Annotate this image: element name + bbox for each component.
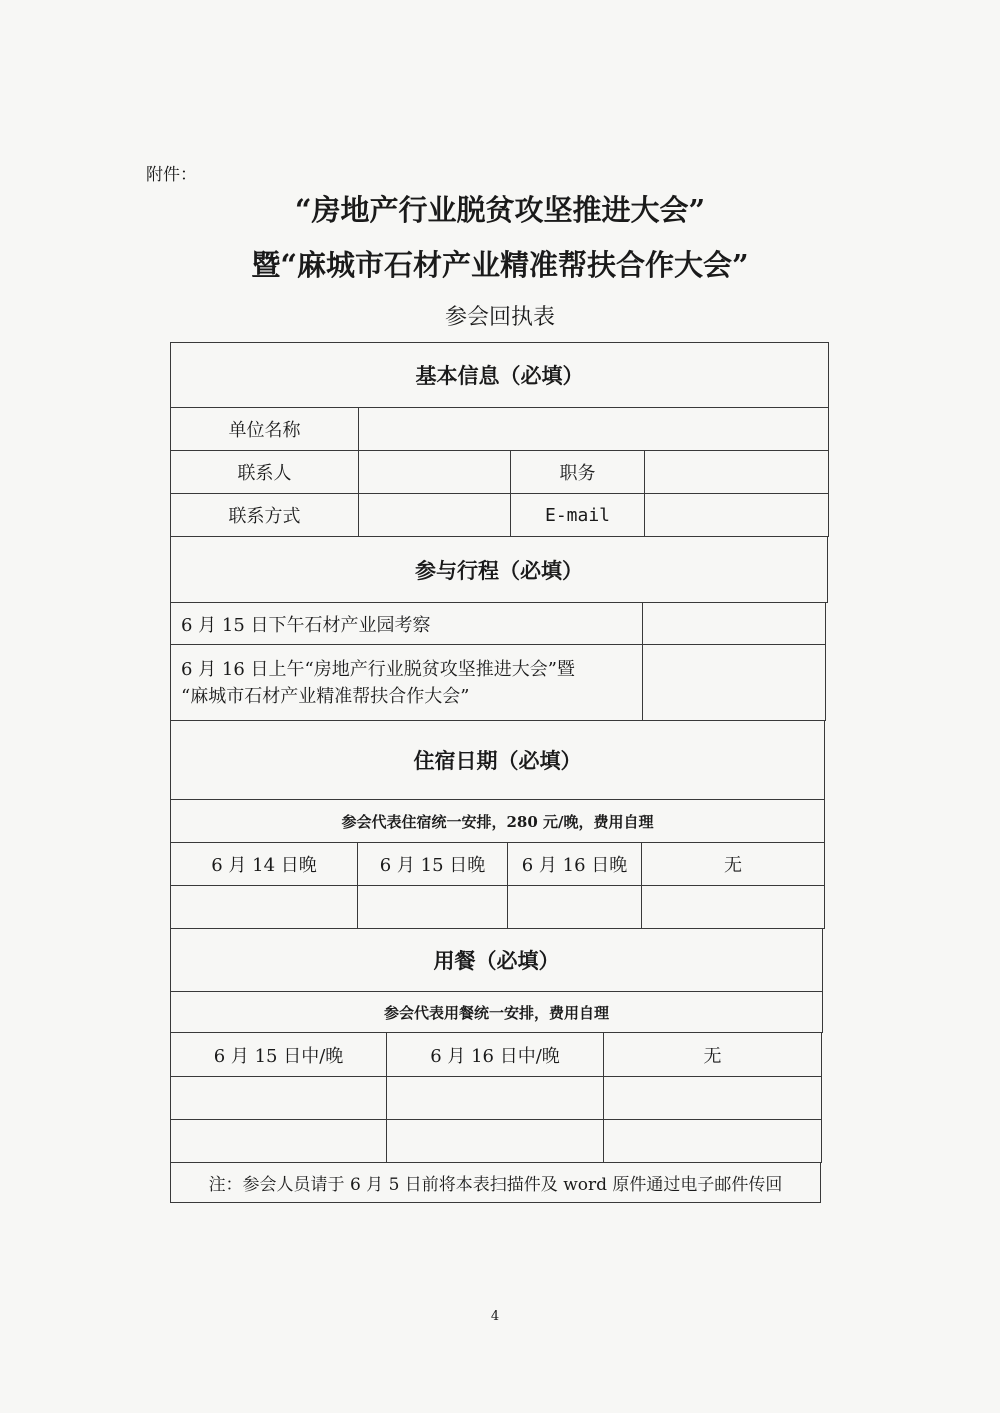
org-name-label: 单位名称 [170,407,359,451]
itinerary-item-2-field[interactable] [642,644,826,721]
contact-method-label: 联系方式 [170,493,359,537]
meal-option-none: 无 [603,1032,822,1077]
form-subtitle: 参会回执表 [444,305,555,330]
meal-jun15-field[interactable] [170,1076,387,1120]
itinerary-item-1-field[interactable] [642,602,826,645]
basic-info-header: 基本信息（必填） [170,342,829,408]
contact-person-label: 联系人 [170,450,359,494]
title-line-2: 暨“麻城市石材产业精准帮扶合作大会” [251,248,749,282]
lodging-none-field[interactable] [641,885,825,929]
position-label: 职务 [510,450,645,494]
meal-none-field-2[interactable] [603,1119,822,1163]
lodging-option-jun15: 6 月 15 日晚 [357,842,508,886]
meal-option-jun15: 6 月 15 日中/晚 [170,1032,387,1077]
email-field[interactable] [644,493,829,537]
meal-option-jun16: 6 月 16 日中/晚 [386,1032,604,1077]
position-field[interactable] [644,450,829,494]
itinerary-header: 参与行程（必填） [170,536,828,603]
meals-note: 参会代表用餐统一安排，费用自理 [170,991,823,1033]
itinerary-item-2-line-2: “麻城市石材产业精准帮扶合作大会” [181,685,470,707]
itinerary-item-1: 6 月 15 日下午石材产业园考察 [170,602,643,645]
lodging-note: 参会代表住宿统一安排，280 元/晚，费用自理 [170,799,825,843]
lodging-option-jun16: 6 月 16 日晚 [507,842,642,886]
attachment-label: 附件： [146,165,197,185]
meals-header: 用餐（必填） [170,928,823,992]
meal-none-field[interactable] [603,1076,822,1120]
meal-jun16-field-2[interactable] [386,1119,604,1163]
itinerary-item-2 [170,644,643,721]
lodging-option-none: 无 [641,842,825,886]
footer-note: 注：参会人员请于 6 月 5 日前将本表扫描件及 word 原件通过电子邮件传回 [170,1162,821,1203]
org-name-field[interactable] [358,407,829,451]
contact-person-field[interactable] [358,450,511,494]
lodging-header: 住宿日期（必填） [170,720,825,800]
meal-jun16-field[interactable] [386,1076,604,1120]
lodging-jun16-field[interactable] [507,885,642,929]
lodging-jun15-field[interactable] [357,885,508,929]
meal-jun15-field-2[interactable] [170,1119,387,1163]
lodging-jun14-field[interactable] [170,885,358,929]
title-line-1: “房地产行业脱贫攻坚推进大会” [294,193,706,227]
itinerary-item-2-line-1: 6 月 16 日上午“房地产行业脱贫攻坚推进大会”暨 [181,658,575,680]
page-number: 4 [490,1309,500,1324]
contact-method-field[interactable] [358,493,511,537]
lodging-option-jun14: 6 月 14 日晚 [170,842,358,886]
email-label: E-mail [510,493,645,537]
